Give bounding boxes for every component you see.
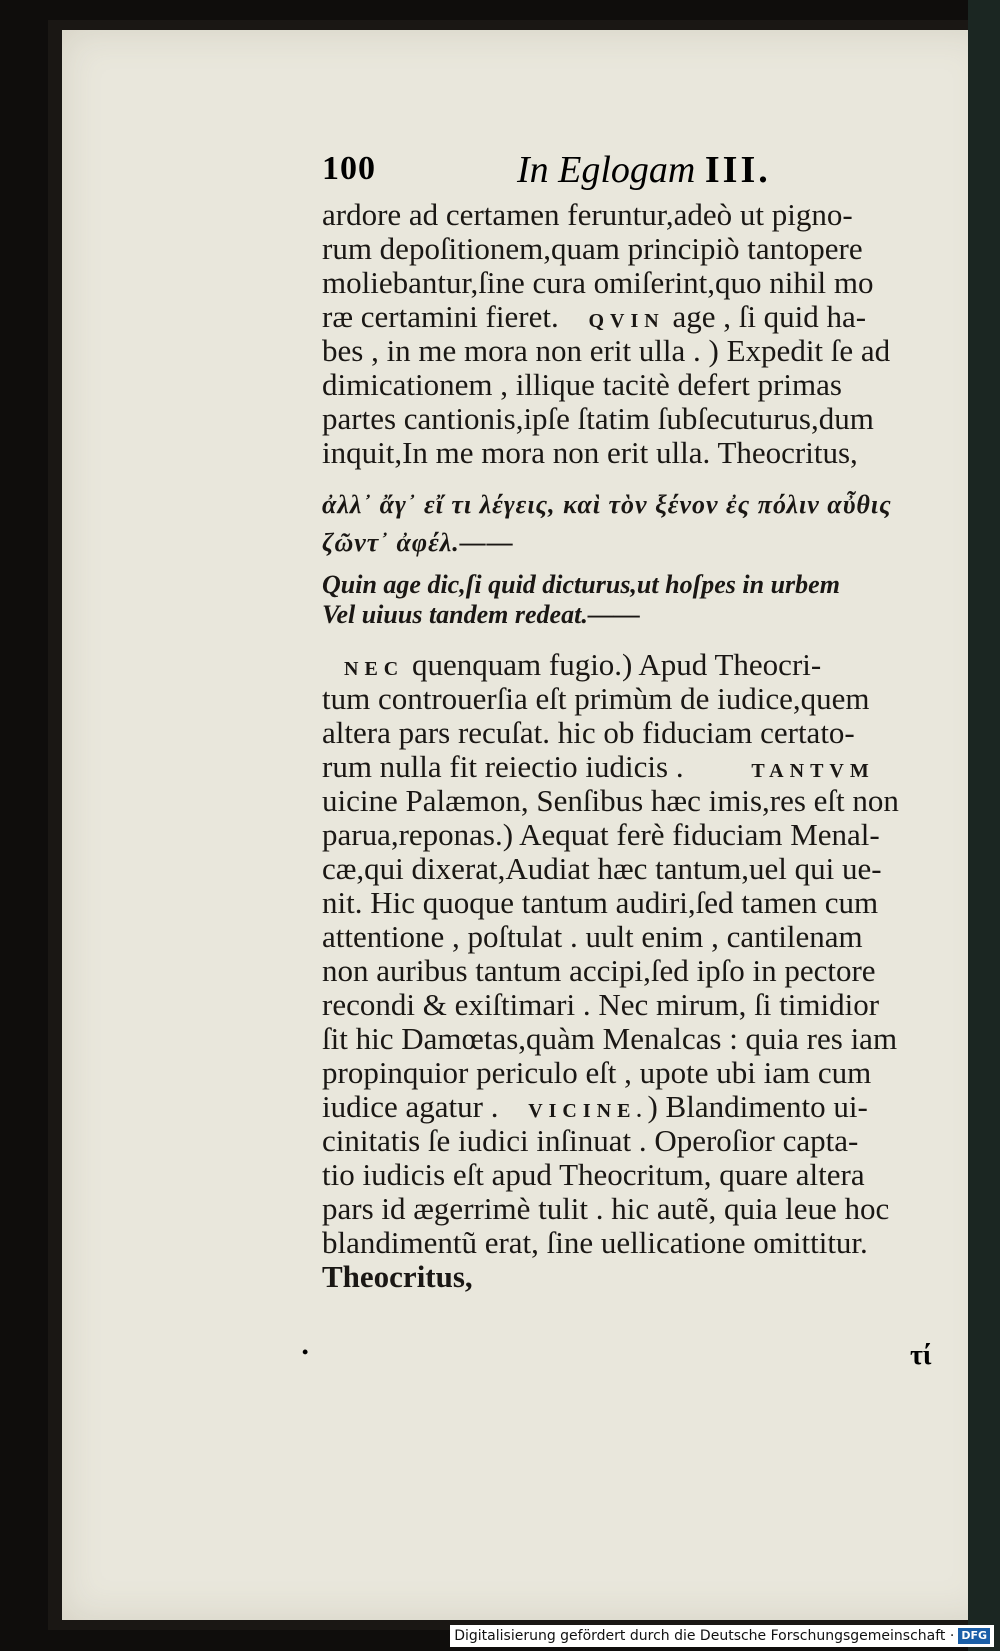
- running-head-numeral: III.: [704, 149, 771, 191]
- text-line: rum depoſitionem,quam principiò tantopere: [322, 231, 863, 266]
- page-number: 100: [322, 150, 376, 187]
- text-line: ardore ad certamen feruntur,adeò ut pigno-: [322, 197, 853, 232]
- latin-verse-line: Quin age dic,ſi quid dicturus,ut hoſpes in urbem: [322, 570, 840, 599]
- text-line: altera pars recuſat. hic ob fiduciam certato-: [322, 715, 855, 750]
- text-line: bes , in me mora non erit ulla . ) Expedit ſe ad: [322, 333, 891, 368]
- small-caps-word: QVIN: [588, 310, 665, 332]
- text-line: cinitatis ſe iudici inſinuat . Operoſior capta-: [322, 1123, 859, 1158]
- book-spine-edge: [968, 0, 1000, 1651]
- running-head: [517, 148, 771, 192]
- margin-bullet-icon: •: [302, 1342, 309, 1362]
- small-caps-word: NEC: [344, 658, 405, 680]
- greek-verse-line: ἀλλ᾽ ἄγ᾽ εἴ τι λέγεις, καὶ τὸν ξένον ἐς πόλιν αὖθις: [322, 490, 892, 519]
- dfg-logo-icon: DFG: [958, 1628, 990, 1644]
- latin-verse-line: Vel uiuus tandem redeat.——: [322, 600, 640, 629]
- greek-verse-line: ζῶντ᾽ ἀφέλ.——: [322, 528, 514, 557]
- text-line: uicine Palæmon, Senſibus hæc imis,res eſt non: [322, 783, 899, 818]
- text-span: ) Blandimento ui-: [647, 1089, 868, 1124]
- catchword: τί: [910, 1340, 932, 1371]
- text-line: blandimentũ erat, ſine uellicatione omittitur.: [322, 1225, 868, 1260]
- text-line: recondi & exiſtimari . Nec mirum, ſi timidior: [322, 987, 880, 1022]
- digitization-credit: [450, 1625, 994, 1647]
- text-line: propinquior periculo eſt , upote ubi iam cum: [322, 1055, 872, 1090]
- text-line: nit. Hic quoque tantum audiri,ſed tamen cum: [322, 885, 879, 920]
- text-span: rum nulla fit reiectio iudicis .: [322, 749, 684, 784]
- text-line: cæ,qui dixerat,Audiat hæc tantum,uel qui ue-: [322, 851, 882, 886]
- text-line: dimicationem , illique tacitè defert primas: [322, 367, 842, 402]
- text-line: pars id ægerrimè tulit . hic autẽ, quia leue hoc: [322, 1191, 890, 1226]
- text-span: age , ſi quid ha-: [672, 299, 867, 334]
- small-caps-word: TANTVM: [751, 760, 875, 782]
- text-line: ſit hic Damœtas,quàm Menalcas : quia res iam: [322, 1021, 898, 1056]
- text-line: tio iudicis eſt apud Theocritum, quare altera: [322, 1157, 865, 1192]
- running-head-text: In Eglogam: [517, 149, 696, 191]
- text-span: iudice agatur .: [322, 1089, 499, 1124]
- text-line: tum controuerſia eſt primùm de iudice,quem: [322, 681, 870, 716]
- text-span: ræ certamini fieret.: [322, 299, 559, 334]
- text-line: moliebantur,ſine cura omiſerint,quo nihil mo: [322, 265, 874, 300]
- text-span: quenquam fugio.) Apud Theocri-: [411, 647, 822, 682]
- credit-text: Digitalisierung gefördert durch die Deutsche Forschungsgemeinschaft ·: [454, 1628, 955, 1644]
- text-line: attentione , poſtulat . uult enim , cantilenam: [322, 919, 863, 954]
- text-line: partes cantionis,ipſe ſtatim ſubſecuturus,dum: [322, 401, 874, 436]
- text-line: inquit,In me mora non erit ulla. Theocritus,: [322, 435, 858, 470]
- text-line: parua,reponas.) Aequat ferè fiduciam Menal-: [322, 817, 880, 852]
- text-line: Theocritus,: [322, 1259, 473, 1294]
- page-header: [322, 148, 952, 196]
- text-line: non auribus tantum accipi,ſed ipſo in pectore: [322, 953, 876, 988]
- small-caps-word: VICINE.: [528, 1100, 648, 1122]
